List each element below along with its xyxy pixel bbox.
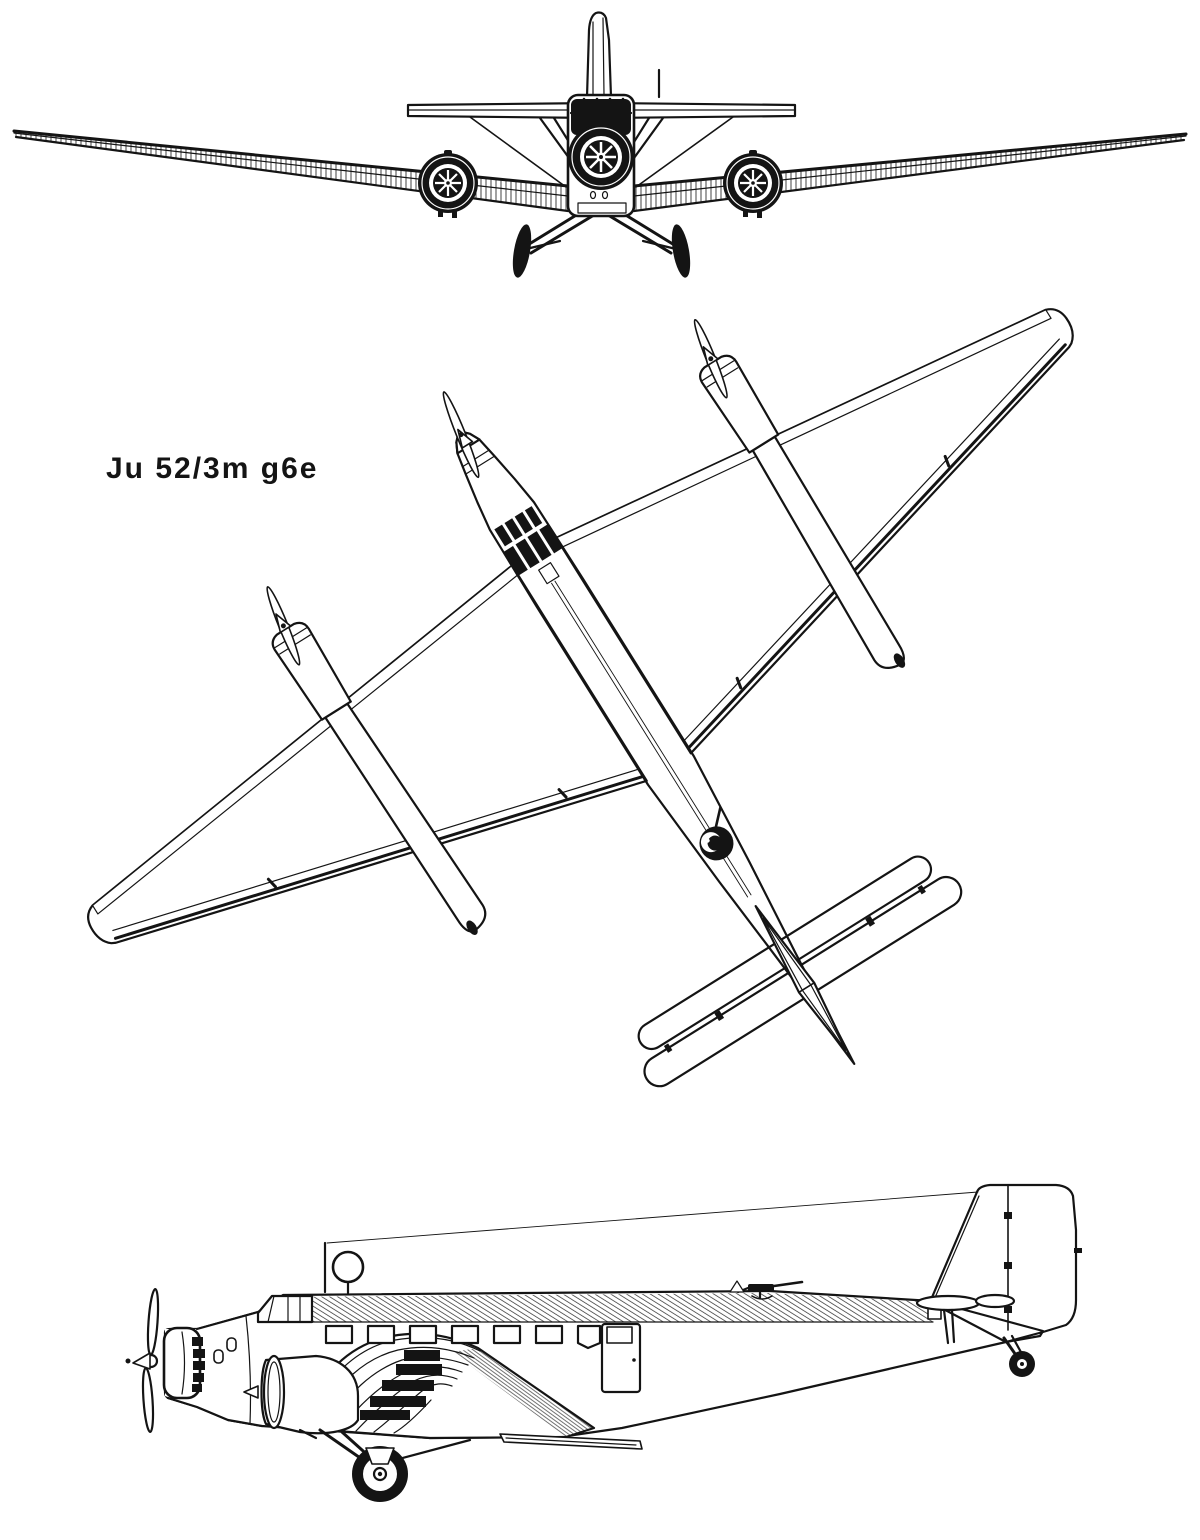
side-landing-gear <box>320 1430 470 1502</box>
aircraft-designation-label: Ju 52/3m g6e <box>106 452 319 485</box>
front-view <box>14 13 1186 279</box>
side-propeller <box>126 1289 160 1432</box>
front-center-engine <box>568 124 634 190</box>
side-view <box>126 1185 1083 1502</box>
front-right-wheel <box>668 223 693 279</box>
side-upper-deck <box>262 1293 933 1322</box>
front-left-engine <box>418 150 478 218</box>
front-landing-gear <box>509 214 693 279</box>
top-fin <box>748 901 862 1068</box>
top-nose-propeller <box>426 389 496 480</box>
front-right-engine <box>723 150 783 218</box>
side-tail-wheel <box>1004 1336 1035 1377</box>
side-antenna <box>325 1192 978 1293</box>
front-fin <box>587 13 659 97</box>
top-wings <box>46 247 1156 1072</box>
df-loop-antenna <box>333 1252 363 1282</box>
side-cabin-door <box>602 1324 640 1392</box>
side-windshield <box>258 1296 312 1322</box>
top-view <box>0 91 1200 1369</box>
front-left-wheel <box>509 223 534 279</box>
top-right-nacelle <box>671 312 921 678</box>
side-nose <box>164 1312 262 1427</box>
